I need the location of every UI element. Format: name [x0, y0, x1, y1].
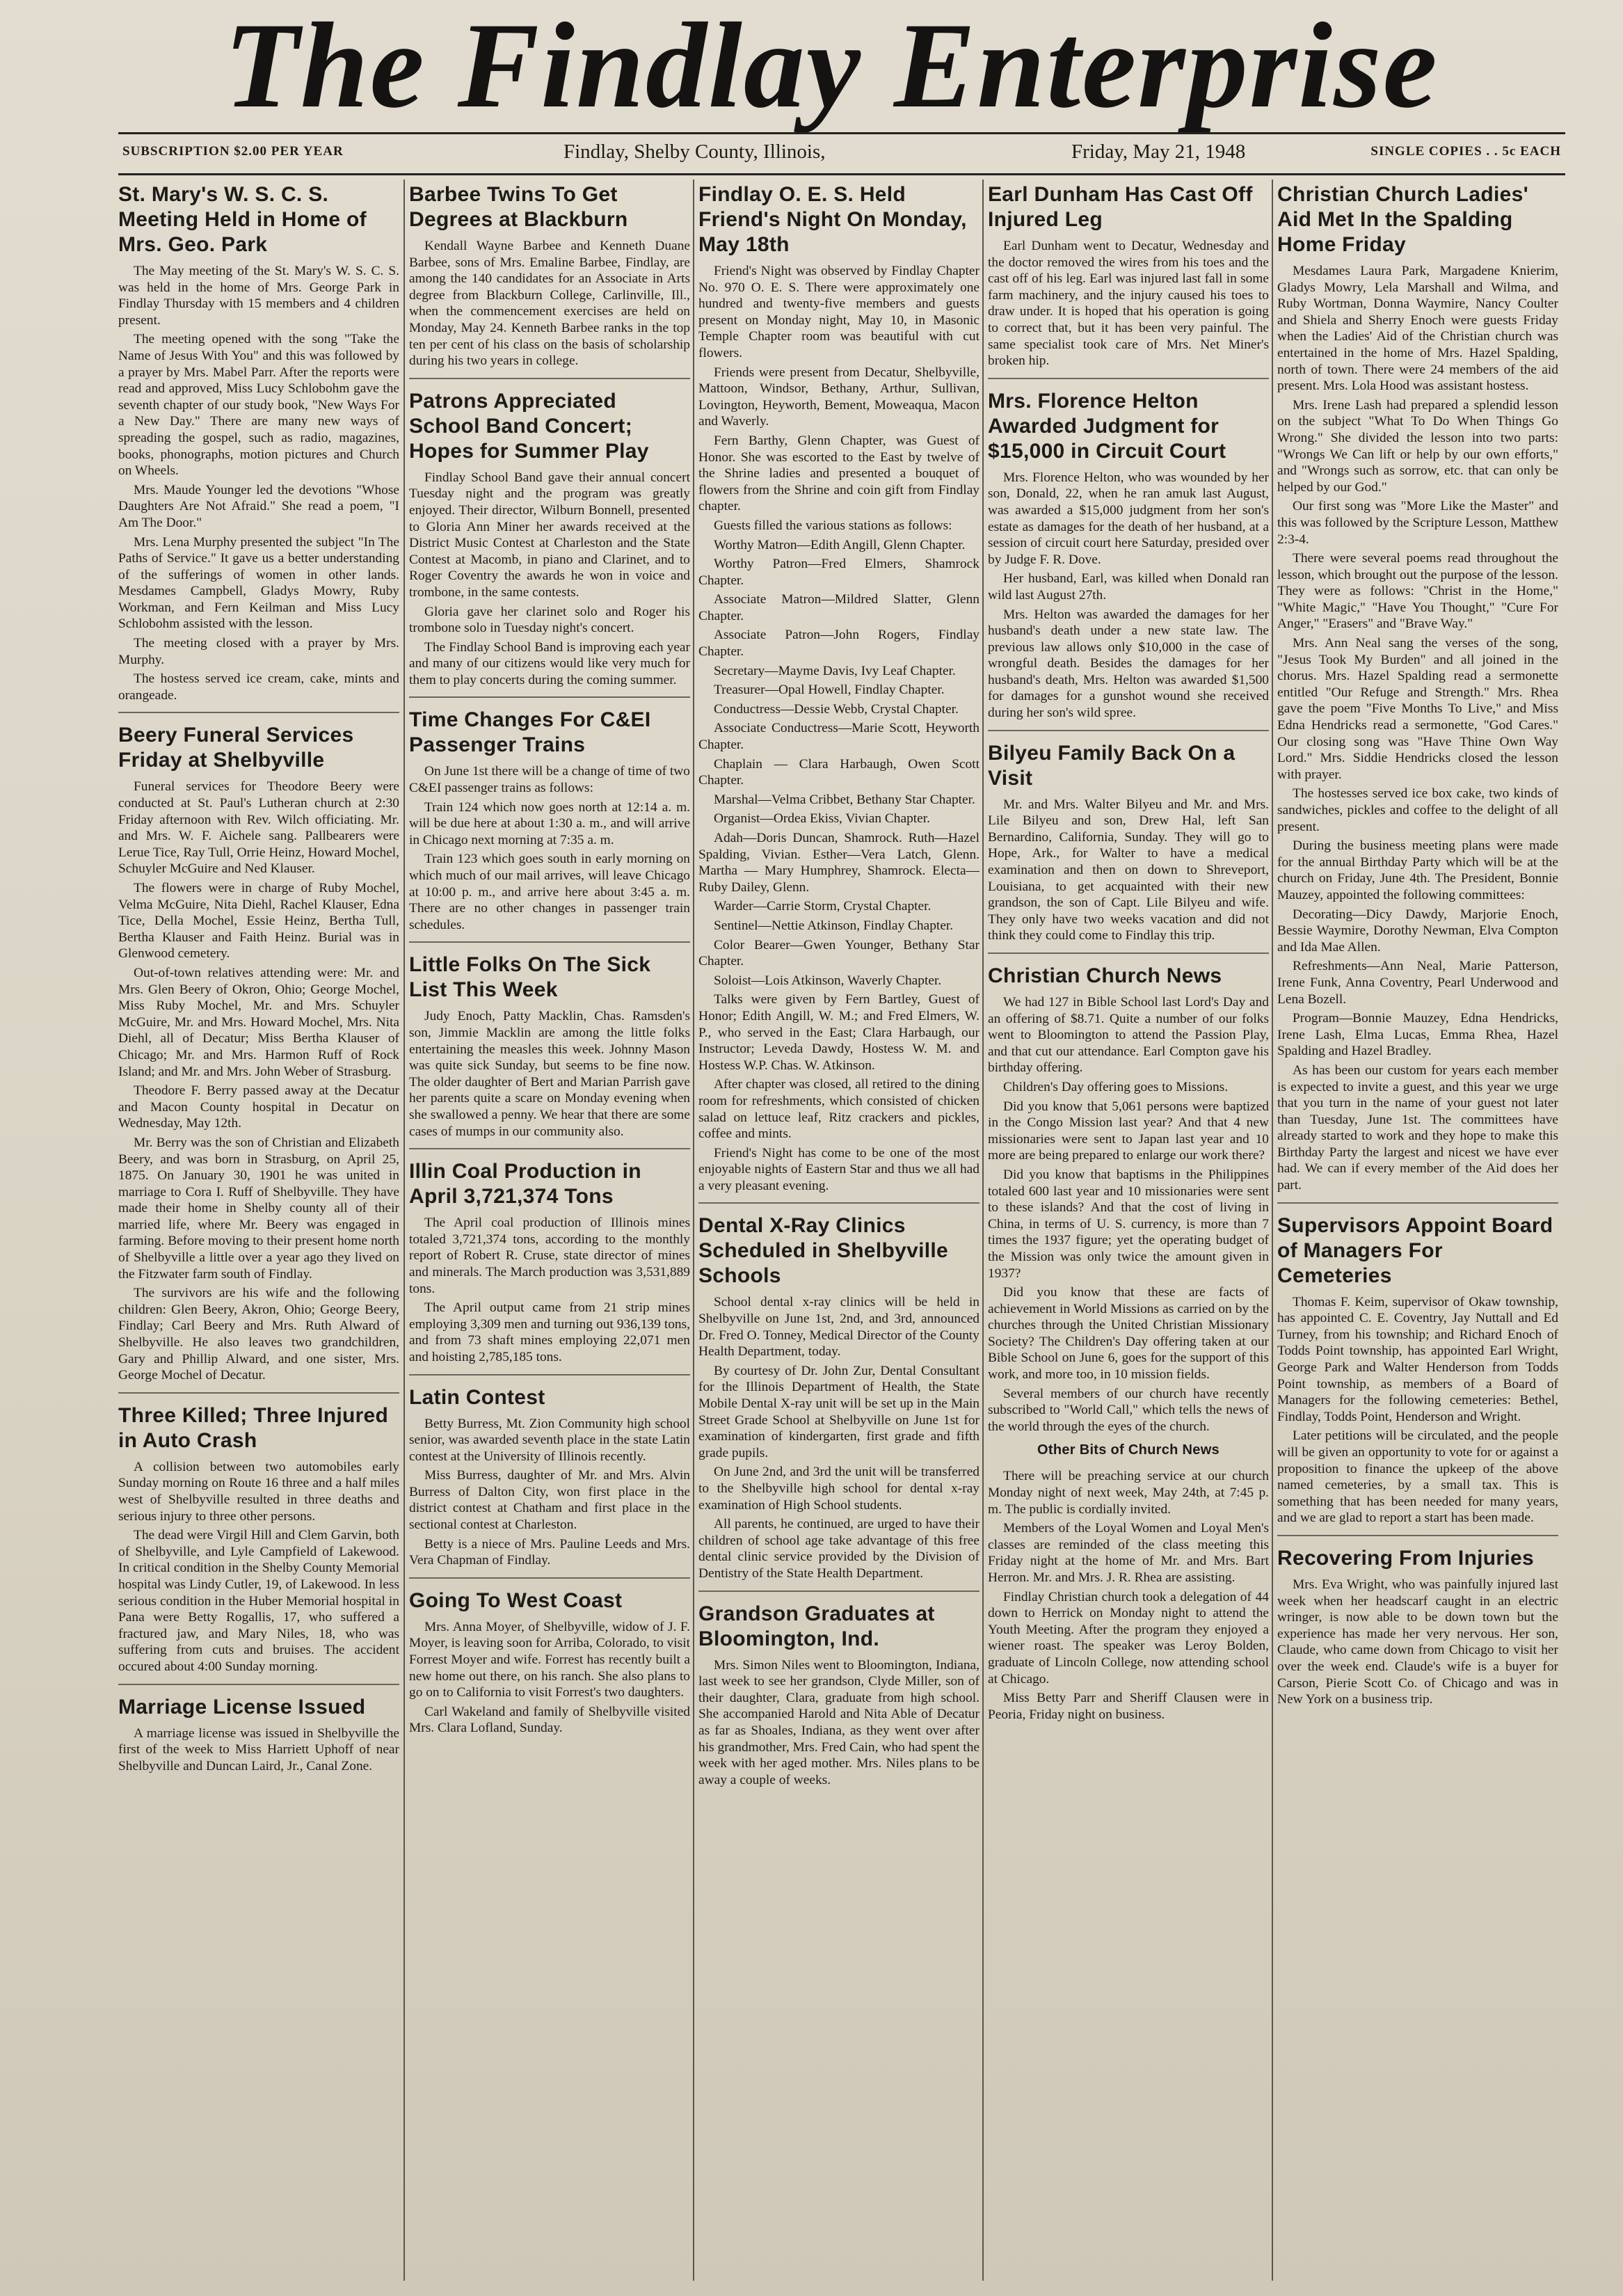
article-paragraph: Treasurer—Opal Howell, Findlay Chapter.	[714, 683, 945, 698]
column-2	[409, 180, 690, 2288]
article-body	[988, 797, 1269, 944]
article-body	[698, 1657, 980, 1789]
article-paragraph: School dental x-ray clinics will be held in Shelbyville on June 1st, 2nd, and 3rd, announced Dr. Fred O. Tonney, Medical Director of the County Health Department, today.	[698, 1295, 980, 1360]
article-paragraph: The Findlay School Band is improving each year and many of our citizens would like very much for them to play concerts during the coming summer.	[409, 639, 690, 687]
article	[409, 952, 690, 1149]
article-paragraph: By courtesy of Dr. John Zur, Dental Consultant for the Illinois Department of Health, the State Mobile Dental X-ray unit will be set up in the Main Street Grade School at Shelbyville on June 1st for examination of kindergarten, first grade and fifth grade pupils.	[698, 1363, 980, 1460]
article	[409, 1385, 690, 1579]
article-body	[988, 994, 1269, 1723]
article-paragraph: Several members of our church have recently subscribed to "World Call," which tells the news of the world through the eyes of the church.	[988, 1386, 1269, 1434]
article	[409, 1588, 690, 1745]
article-body	[1277, 263, 1558, 1194]
article	[698, 1213, 980, 1591]
article-headline: Grandson Graduates at Bloomington, Ind.	[698, 1602, 935, 1650]
dateline-date: Friday, May 21, 1948	[1071, 141, 1246, 163]
article	[118, 182, 399, 713]
article-body	[118, 263, 399, 703]
article-paragraph: Train 124 which now goes north at 12:14 a. m. will be due here at about 1:30 a. m., and will arrive in Chicago next morning at 7:35 a. m.	[409, 799, 690, 847]
article	[988, 964, 1269, 1731]
article-paragraph: The dead were Virgil Hill and Clem Garvin, both of Shelbyville, and Lyle Campfield of Lakewood. In critical condition in the Shelby County Memorial hospital was Lindy Cutler, 19, of Lakewood. In less serious condition in the Huber Memorial hospital in Pana were Betty Rogallis, 17, who suffered a fractured jaw, and Mary Niles, 18, who was suffering from cuts and bruises. The accident occured about 4:00 Sunday morning.	[118, 1528, 399, 1674]
dateline-place: Findlay, Shelby County, Illinois,	[563, 141, 826, 163]
article-body	[409, 1215, 690, 1365]
article-paragraph: Mrs. Helton was awarded the damages for her husband's death under a new state law. The previous law allows only $10,000 in the case of wrongful death. Besides the damages for her husband's death, Mrs. Helton was awarded $1,500 for damages for a gunshot wound she received during her son's wild spree.	[988, 607, 1269, 721]
article-paragraph: Mrs. Florence Helton, who was wounded by her son, Donald, 22, when he ran amuk last August, was awarded a $15,000 judgment from her son's estate as damages for the death of her husband, at a session of circuit court here Saturday, presided over by Judge F. R. Dove.	[988, 470, 1269, 567]
article-paragraph: Mr. Berry was the son of Christian and Elizabeth Beery, and was born in Strasburg, on April 25, 1875. On January 30, 1901 he was united in marriage to Cora I. Ruff of Shelbyville. They have made their home in Shelby county all of their married life, where Mr. Beery was engaged in farming. Before moving to their present home north of Shelbyville a little over a year ago they lived on the Fitzwater farm south of Findlay.	[118, 1135, 399, 1282]
column-rule	[403, 180, 405, 2281]
single-copy-price: SINGLE COPIES . . 5c EACH	[1370, 144, 1561, 159]
article-paragraph: Gloria gave her clarinet solo and Roger his trombone solo in Tuesday night's concert.	[409, 604, 690, 636]
article-body	[698, 1294, 980, 1581]
article-paragraph: Friend's Night has come to be one of the most enjoyable nights of Eastern Star and thus we all had a very pleasant evening.	[698, 1145, 980, 1193]
article	[988, 741, 1269, 954]
article-paragraph: Soloist—Lois Atkinson, Waverly Chapter.	[714, 973, 942, 988]
article-body	[409, 1416, 690, 1569]
article-paragraph: Kendall Wayne Barbee and Kenneth Duane Barbee, sons of Mrs. Emaline Barbee, Findlay, are among the 140 candidates for an Associate in Arts degree from Blackburn College, Carlinville, Ill., when the commencement exercises are held on Monday, May 24. Kenneth Barbee ranks in the top ten per cent of his class on the basis of scholarship during his two years in college.	[409, 239, 690, 369]
article-headline: Illin Coal Production in April 3,721,374 Tons	[409, 1160, 641, 1209]
article-body	[698, 263, 980, 1194]
article-paragraph: The meeting closed with a prayer by Mrs. Murphy.	[118, 636, 399, 667]
article-paragraph: Carl Wakeland and family of Shelbyville visited Mrs. Clara Lofland, Sunday.	[409, 1704, 690, 1736]
article-headline: Latin Contest	[409, 1385, 545, 1409]
article-paragraph: Findlay Christian church took a delegation of 44 down to Herrick on Monday night to attend the Youth Meeting. After the program they enjoyed a wiener roast. The speaker was Leroy Bolden, graduate of Lincoln College, now attending school at Chicago.	[988, 1589, 1269, 1687]
article-paragraph: The April coal production of Illinois mines totaled 3,721,374 tons, according to the monthly report of Robert R. Cruse, state director of mines and minerals. The March production was 3,531,889 tons.	[409, 1215, 690, 1296]
article-paragraph: Worthy Patron—Fred Elmers, Shamrock Chapter.	[698, 557, 980, 588]
article-headline: Time Changes For C&EI Passenger Trains	[409, 708, 651, 757]
article-paragraph: Decorating—Dicy Dawdy, Marjorie Enoch, Bessie Waymire, Dorothy Newman, Elva Compton and Ida Mae Allen.	[1277, 907, 1558, 955]
article-body	[409, 763, 690, 933]
article-headline: St. Mary's W. S. C. S. Meeting Held in Home of Mrs. Geo. Park	[118, 183, 367, 256]
article	[1277, 1213, 1558, 1536]
article-headline: Little Folks On The Sick List This Week	[409, 953, 651, 1002]
info-bar	[118, 132, 1565, 175]
article	[409, 389, 690, 699]
article-paragraph: Our first song was "More Like the Master" and this was followed by the Scripture Lesson, Matthew 2:3-4.	[1277, 499, 1558, 547]
article-paragraph: There will be preaching service at our church Monday night of next week, May 24th, at 7:45 p. m. The public is cordially invited.	[988, 1469, 1269, 1517]
article-body	[988, 238, 1269, 369]
article-paragraph: Friend's Night was observed by Findlay Chapter No. 970 O. E. S. There were approximately one hundred and twenty-five members and guests present on Monday night, May 10, in Masonic Temple Chapter room was beautiful with cut flowers.	[698, 264, 980, 360]
article-paragraph: Thomas F. Keim, supervisor of Okaw township, has appointed C. E. Coventry, Jay Nuttall and Ed Turney, from his township; and Richard Enoch of Todds Point township, has appointed Earl Wright, George Park and Walter Henderson from Todds Point township, as members of a Board of Managers for the following cemeteries: Bethel, Findlay, Todds Point, Henderson and Wright.	[1277, 1294, 1558, 1424]
article-paragraph: Organist—Ordea Ekiss, Vivian Chapter.	[714, 811, 931, 827]
article-paragraph: During the business meeting plans were made for the annual Birthday Party which will be at the church on Friday, June 4th. The President, Bonnie Mauzey, appointed the following committees:	[1277, 838, 1558, 902]
article-paragraph: Theodore F. Berry passed away at the Decatur and Macon County hospital in Decatur on Wednesday, May 12th.	[118, 1083, 399, 1131]
article-paragraph: Guests filled the various stations as follows:	[714, 518, 952, 533]
article-headline: Mrs. Florence Helton Awarded Judgment for $15,000 in Circuit Court	[988, 389, 1226, 463]
article-paragraph: Mr. and Mrs. Walter Bilyeu and Mr. and Mrs. Lile Bilyeu and son, Drew Hal, left San Bernardino, California, Sunday. They will go to Hope, Ark., for Walter to have a medical examination and then on down to Shreveport, Louisiana, to get acquainted with their new grandson, the son of Capt. Lile Bilyeu and wife. They only have two weeks vacation and did not think they could come to Findlay this trip.	[988, 797, 1269, 943]
article-paragraph: All parents, he continued, are urged to have their children of school age take advantage of this free dental clinic service provided by the Division of Dentistry of the State Health Department.	[698, 1517, 980, 1581]
article-paragraph: The hostess served ice cream, cake, mints and orangeade.	[118, 671, 399, 703]
article-paragraph: Marshal—Velma Cribbet, Bethany Star Chapter.	[714, 792, 975, 807]
article-paragraph: Later petitions will be circulated, and the people will be given an opportunity to vote for or against a proposition to finance the upkeep of the above named cemeteries, by a small tax. This is something that has been needed for many years, and we are glad to report a start has been made.	[1277, 1428, 1558, 1526]
article-paragraph: Did you know that baptisms in the Philippines totaled 600 last year and 10 missionaries were sent to these islands? And that the cost of living in China, in terms of U. S. currency, is more than 7 times the 1937 figure; yet the operating budget of the Mission was only twice the amount given in 1937?	[988, 1167, 1269, 1281]
article-body	[118, 1725, 399, 1775]
article-paragraph: We had 127 in Bible School last Lord's Day and an offering of $8.71. Quite a number of our folks went to Bloomington to attend the Passion Play, and that cut our attendance. Earl Compton gave his birthday offering.	[988, 995, 1269, 1076]
article-paragraph: Members of the Loyal Women and Loyal Men's classes are reminded of the class meeting this Friday night at the home of Mr. and Mrs. Bart Herron. Mr. and Mrs. J. R. Rhea are assisting.	[988, 1521, 1269, 1585]
article-paragraph: Mrs. Irene Lash had prepared a splendid lesson on the subject "What To Do When Things Go Wrong." She divided the lesson into two parts: "Wrongs We Can lift or help by our own efforts," and "Wrongs such as sorrow, etc. that can only be helped by our God."	[1277, 397, 1558, 495]
article-headline: Christian Church News	[988, 964, 1222, 987]
article-paragraph: Findlay School Band gave their annual concert Tuesday night and the program was greatly enjoyed. Their director, Wilburn Bonnell, presented to Gloria Ann Miner her awards received at the District Music Contest at Charleston and the State Contest at Macomb, in piano and Clarinet, and to Roger Coventry the awards he won in voice and trombone, in the same contests.	[409, 470, 690, 600]
article-paragraph: Talks were given by Fern Bartley, Guest of Honor; Edith Angill, W. M.; and Fred Elmers, W. P., who served in the East; Clara Harbaugh, our Instructor; Leveda Dawdy, Hostess W. M. and Hostess W.P. Chas. W. Atkinson.	[698, 992, 980, 1073]
article-paragraph: Mrs. Lena Murphy presented the subject "In The Paths of Service." It gave us a better understanding of the sufferings of women in other lands. Mesdames Campbell, Gladys Mowry, Ruby Workman, and Fern Keilman and Miss Lucy Schlobohm assisted with the lesson.	[118, 534, 399, 632]
article-headline: Barbee Twins To Get Degrees at Blackburn	[409, 183, 628, 231]
article-paragraph: Her husband, Earl, was killed when Donald ran wild last August 27th.	[988, 571, 1269, 603]
article-paragraph: The April output came from 21 strip mines employing 3,309 men and turning out 936,139 tons, and from 73 shaft mines employing 22,071 men and hoisting 2,785,185 tons.	[409, 1300, 690, 1364]
column-1	[118, 180, 399, 2288]
article	[988, 182, 1269, 379]
article-paragraph: Refreshments—Ann Neal, Marie Patterson, Irene Funk, Anna Coventry, Pearl Underwood and Lena Bozell.	[1277, 959, 1558, 1007]
article-paragraph: Friends were present from Decatur, Shelbyville, Mattoon, Windsor, Bethany, Arthur, Sullivan, Lovington, Heyworth, Bement, Moweaqua, Macon and Waverly.	[698, 365, 980, 429]
article-paragraph: Train 123 which goes south in early morning on which much of our mail arrives, will leave Chicago at 10:00 p. m., and arrive here about 3:45 a. m. There are no other changes in passenger train schedules.	[409, 852, 690, 932]
article-paragraph: The survivors are his wife and the following children: Glen Beery, Akron, Ohio; George Beery, Findlay; Carl Beery and Mrs. Ruth Alward of Shelbyville. He also leaves two grandchildren, Gary and Phillip Alward, and one sister, Mrs. George Mochel of Decatur.	[118, 1286, 399, 1383]
article-body	[1277, 1294, 1558, 1526]
article-paragraph: The flowers were in charge of Ruby Mochel, Velma McGuire, Nita Diehl, Rachel Klauser, Edna Tice, Della Mochel, Essie Heinz, Bertha Tull, Bertha Klauser and Faith Heinz. Burial was in Glenwood cemetery.	[118, 881, 399, 962]
article-body	[409, 238, 690, 369]
article-headline: Patrons Appreciated School Band Concert; Hopes for Summer Play	[409, 389, 649, 463]
column-4	[988, 180, 1269, 2288]
article-paragraph: Children's Day offering goes to Missions.	[1003, 1079, 1229, 1094]
article-paragraph: Miss Burress, daughter of Mr. and Mrs. Alvin Burress of Dalton City, won first place in the district contest at Chatham and first place in the sectional contest at Charleston.	[409, 1468, 690, 1533]
article-paragraph: Fern Barthy, Glenn Chapter, was Guest of Honor. She was escorted to the East by twelve of the Shrine ladies and presented a bouquet of flowers from the Shrine and coin gift from Findlay chapter.	[698, 433, 980, 514]
article-body	[1277, 1577, 1558, 1708]
article-subheading: Other Bits of Church News	[1037, 1442, 1220, 1458]
article-paragraph: After chapter was closed, all retired to the dining room for refreshments, which consisted of chicken salad on lettuce leaf, Ritz crackers and pickles, coffee and mints.	[698, 1077, 980, 1142]
article	[1277, 1546, 1558, 1716]
article	[698, 182, 980, 1204]
article-paragraph: On June 1st there will be a change of time of two C&EI passenger trains as follows:	[409, 764, 690, 796]
article	[988, 389, 1269, 731]
article	[409, 708, 690, 943]
article-body	[409, 1619, 690, 1737]
article	[409, 182, 690, 379]
article-paragraph: Mesdames Laura Park, Margadene Knierim, Gladys Mowry, Lela Marshall and Wilma, and Ruby Wortman, Donna Waymire, Nancy Coulter and Shiela and Sherry Enoch were guests Friday when the Ladies' Aid of the Christian church was entertained in the home of Mrs. Hazel Spalding, north of town. There were 24 members of the aid present. Mrs. Lola Hood was assistant hostess.	[1277, 264, 1558, 394]
article-headline: Three Killed; Three Injured in Auto Crash	[118, 1403, 389, 1452]
article-paragraph: Judy Enoch, Patty Macklin, Chas. Ramsden's son, Jimmie Macklin are among the little folks entertaining the measles this week. Johnny Mason was quite sick Sunday, but seems to be fine now. The older daughter of Bert and Marian Parrish gave her parents quite a scare on Monday evening when she swallowed a penny. We hear that there are some cases of mumps in our community also.	[409, 1009, 690, 1139]
article-headline: Marriage License Issued	[118, 1695, 366, 1719]
column-5	[1277, 180, 1558, 2288]
article-paragraph: Miss Betty Parr and Sheriff Clausen were in Peoria, Friday night on business.	[988, 1691, 1269, 1722]
article-paragraph: Earl Dunham went to Decatur, Wednesday and the doctor removed the wires from his toes and the cast off of his leg. Earl was injured last fall in some farm machinery, and the injury caused his toes to draw under. It is hoped that his operation is going to correct that, but it has been very painful. The same specialist took care of Mrs. Net Miner's broken hip.	[988, 239, 1269, 369]
column-rule	[982, 180, 984, 2281]
article-paragraph: Mrs. Ann Neal sang the verses of the song, "Jesus Took My Burden" and all joined in the chorus. Mrs. Hazel Spalding read a sermonette entitled "Our Refuge and Strength." Mrs. Rhea gave the poem "Five Months To Live," and Miss Edna Hendricks read a sermonette, "God Cares." Our closing song was "Have Thine Own Way Lord." Mrs. Siddie Hendricks closed the lesson with prayer.	[1277, 636, 1558, 782]
masthead-title: The Findlay Enterprise	[224, 0, 1439, 134]
article-headline: Supervisors Appoint Board of Managers For Cemeteries	[1277, 1213, 1553, 1287]
article-paragraph: There were several poems read throughout the lesson, which brought out the purpose of the lesson. They were as follows: "Christ in the Home," "White Magic," "Have You Thought," "Cure For Anger," "Erasers" and "Brave Way."	[1277, 551, 1558, 632]
article-headline: Christian Church Ladies' Aid Met In the Spalding Home Friday	[1277, 183, 1529, 256]
article-paragraph: Conductress—Dessie Webb, Crystal Chapter.	[714, 701, 959, 717]
article-paragraph: Mrs. Eva Wright, who was painfully injured last week when her headscarf caught in an electric wringer, is now able to be down town but the experience has made her very nervous. Her son, Claude, who came down from Chicago to visit her over the week end. Claude's wife is a buyer for Carson, Pierie Scott Co. of Chicago and was in New York on a business trip.	[1277, 1577, 1558, 1707]
article-paragraph: Color Bearer—Gwen Younger, Bethany Star Chapter.	[698, 937, 980, 969]
article-body	[409, 1008, 690, 1140]
article-paragraph: Warder—Carrie Storm, Crystal Chapter.	[714, 899, 932, 914]
article-paragraph: Betty is a niece of Mrs. Pauline Leeds and Mrs. Vera Chapman of Findlay.	[409, 1536, 690, 1568]
article-paragraph: Mrs. Simon Niles went to Bloomington, Indiana, last week to see her grandson, Clyde Miller, son of their daughter, Clara, graduate from high school. She accompanied Harold and Nita Able of Decatur as far as Shoales, Indiana, as they went over after his grandmother, Mrs. Fred Cain, who had spent the week with her aged mother. Mrs. Niles plans to be away a couple of weeks.	[698, 1657, 980, 1787]
article-paragraph: Did you know that 5,061 persons were baptized in the Congo Mission last year? And that 4 new missionaries were sent to Japan last year and 10 more are being prepared to enlarge our work there?	[988, 1099, 1269, 1163]
article-paragraph: Adah—Doris Duncan, Shamrock. Ruth—Hazel Spalding, Vivian. Esther—Vera Latch, Glenn. Martha — Mary Humphrey, Shamrock. Electa—Ruby Dailey, Glenn.	[698, 831, 980, 895]
article	[118, 1403, 399, 1685]
article	[409, 1159, 690, 1375]
article-paragraph: Associate Patron—John Rogers, Findlay Chapter.	[698, 628, 980, 660]
article-paragraph: A collision between two automobiles early Sunday morning on Route 16 three and a half miles west of Shelbyville resulted in three deaths and serious injury to three other persons.	[118, 1459, 399, 1524]
article-headline: Going To West Coast	[409, 1588, 623, 1612]
article-paragraph: Mrs. Maude Younger led the devotions "Whose Daughters Are Not Afraid." She read a poem, "I Am The Door."	[118, 482, 399, 530]
article-paragraph: Mrs. Anna Moyer, of Shelbyville, widow of J. F. Moyer, is leaving soon for Arriba, Colorado, to visit Forrest Moyer and wife. Forrest has recently built a new home out there, on his ranch. She also plans to go on to California to visit Forrest's two daughters.	[409, 1619, 690, 1700]
article-headline: Dental X-Ray Clinics Scheduled in Shelbyville Schools	[698, 1214, 948, 1288]
article-paragraph: Sentinel—Nettie Atkinson, Findlay Chapter.	[714, 918, 954, 933]
article-paragraph: Funeral services for Theodore Beery were conducted at St. Paul's Lutheran church at 2:30 Friday afternoon with Rev. Wilch officiating. Mr. and Mrs. W. F. Aichele sang. Pallbearers were Lerue Tice, Ray Tull, Orrie Heinz, Howard Mochel, Schuyler McGuire and Ned Klauser.	[118, 779, 399, 877]
article-paragraph: Betty Burress, Mt. Zion Community high school senior, was awarded seventh place in the state Latin contest at the University of Illinois recently.	[409, 1416, 690, 1464]
article	[1277, 182, 1558, 1204]
article-paragraph: Associate Conductress—Marie Scott, Heyworth Chapter.	[698, 721, 980, 753]
article-body	[988, 470, 1269, 722]
article-paragraph: On June 2nd, and 3rd the unit will be transferred to the Shelbyville high school for dental x-ray examination of High School students.	[698, 1465, 980, 1513]
column-3	[698, 180, 980, 2288]
article	[698, 1602, 980, 1797]
subscription-price: SUBSCRIPTION $2.00 PER YEAR	[122, 144, 344, 159]
article-paragraph: Program—Bonnie Mauzey, Edna Hendricks, Irene Lash, Elma Lucas, Emma Rhea, Hazel Spalding and Hazel Bradley.	[1277, 1011, 1558, 1059]
article-body	[118, 779, 399, 1383]
article-headline: Recovering From Injuries	[1277, 1546, 1534, 1570]
article	[118, 723, 399, 1393]
article-paragraph: Associate Matron—Mildred Slatter, Glenn Chapter.	[698, 592, 980, 623]
article	[118, 1695, 399, 1783]
article-headline: Bilyeu Family Back On a Visit	[988, 741, 1236, 790]
article-paragraph: The May meeting of the St. Mary's W. S. C. S. was held in the home of Mrs. George Park in Findlay Thursday with 15 members and 4 children present.	[118, 264, 399, 328]
article-paragraph: Worthy Matron—Edith Angill, Glenn Chapter.	[714, 537, 966, 552]
article-paragraph: The hostesses served ice box cake, two kinds of sandwiches, pickles and coffee to the delight of all present.	[1277, 786, 1558, 834]
article-body	[118, 1459, 399, 1675]
column-rule	[1272, 180, 1273, 2281]
article-body	[409, 470, 690, 689]
article-paragraph: Did you know that these are facts of achievement in World Missions as carried on by the churches through the United Christian Missionary Society? The Children's Day offering taken at our Bible School on June 6, goes for the support of this work, and more too, in 10 mission fields.	[988, 1285, 1269, 1382]
article-paragraph: A marriage license was issued in Shelbyville the first of the week to Miss Harriett Uphoff of near Shelbyville and Duncan Laird, Jr., Canal Zone.	[118, 1725, 399, 1773]
column-rule	[693, 180, 694, 2281]
article-headline: Beery Funeral Services Friday at Shelbyville	[118, 724, 354, 772]
article-paragraph: The meeting opened with the song "Take the Name of Jesus With You" and this was followed by a prayer by Mrs. Mabel Parr. After the reports were read and approved, Miss Lucy Schlobohm gave the seventh chapter of our study book, "New Ways For a New Day." There are many new ways of spreading the gospel, such as radio, magazines, books, phonographs, motion pictures and Church on Wheels.	[118, 332, 399, 479]
article-headline: Earl Dunham Has Cast Off Injured Leg	[988, 183, 1253, 231]
article-paragraph: As has been our custom for years each member is expected to invite a guest, and this year we urge that you turn in the name of your guest not later than Tuesday, June 1st. The committees have already started to work and they hope to make this Birthday Party the largest and nicest we have ever had. We can if every member of the Aid does her part.	[1277, 1062, 1558, 1193]
article-paragraph: Secretary—Mayme Davis, Ivy Leaf Chapter.	[714, 663, 956, 678]
article-paragraph: Out-of-town relatives attending were: Mr. and Mrs. Glen Beery of Okron, Ohio; George Mochel, Miss Ruby Mochel, Mr. and Mrs. Schuyler McGuire, Mr. and Mrs. Howard Mochel, Mrs. Nita Diehl, all of Decatur; Miss Bertha Klauser of Chicago; Mr. and Mrs. Harmon Ruff of Rock Island; and Mr. and Mrs. John Weber of Strasburg.	[118, 965, 399, 1079]
article-paragraph: Chaplain — Clara Harbaugh, Owen Scott Chapter.	[698, 756, 980, 788]
article-headline: Findlay O. E. S. Held Friend's Night On Monday, May 18th	[698, 183, 967, 256]
